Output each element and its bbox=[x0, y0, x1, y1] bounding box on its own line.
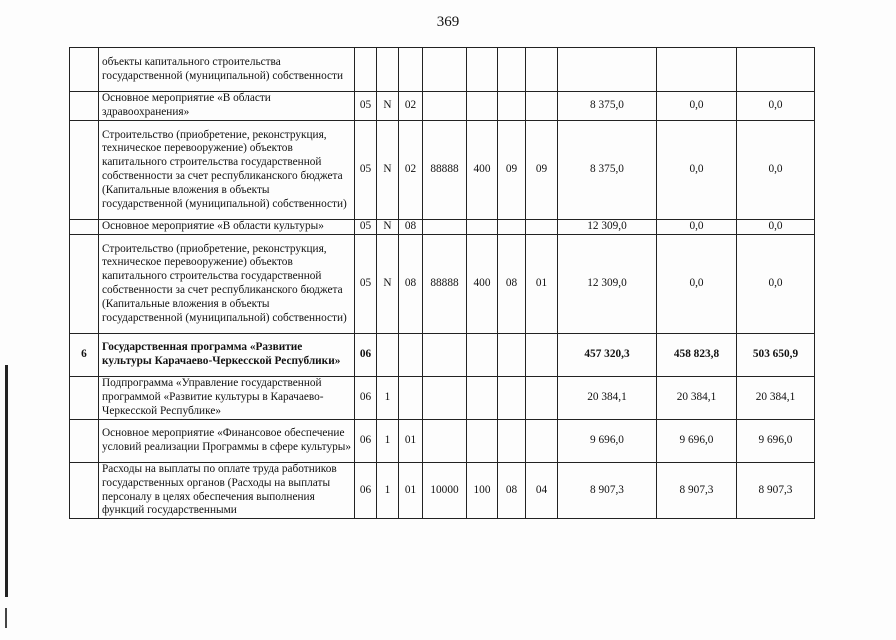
code-subprogram: 1 bbox=[377, 420, 399, 463]
row-number bbox=[70, 121, 99, 220]
code-activity: 02 bbox=[399, 92, 423, 121]
table-row bbox=[70, 420, 815, 463]
table-row bbox=[70, 48, 815, 92]
code-section bbox=[498, 48, 526, 92]
code-subprogram: N bbox=[377, 235, 399, 334]
amount-year-1: 8 375,0 bbox=[558, 121, 657, 220]
code-expense-type: 400 bbox=[467, 121, 498, 220]
amount-year-1: 12 309,0 bbox=[558, 220, 657, 235]
amount-year-1: 9 696,0 bbox=[558, 420, 657, 463]
amount-year-2: 0,0 bbox=[657, 121, 737, 220]
row-number bbox=[70, 420, 99, 463]
code-section: 08 bbox=[498, 463, 526, 519]
code-program: 05 bbox=[355, 92, 377, 121]
code-activity: 08 bbox=[399, 220, 423, 235]
code-section bbox=[498, 377, 526, 420]
amount-year-2 bbox=[657, 48, 737, 92]
row-name: Расходы на выплаты по оплате труда работников государственных органов (Расходы на выплаты персоналу в целях обеспечения выполнения функций государственными bbox=[99, 463, 355, 519]
code-subprogram: N bbox=[377, 220, 399, 235]
code-program: 05 bbox=[355, 121, 377, 220]
row-name: Государственная программа «Развитие культуры Карачаево-Черкесской Республики» bbox=[99, 334, 355, 377]
row-number bbox=[70, 48, 99, 92]
row-number: 6 bbox=[70, 334, 99, 377]
code-subprogram: 1 bbox=[377, 377, 399, 420]
amount-year-1 bbox=[558, 48, 657, 92]
code-expense-type: 100 bbox=[467, 463, 498, 519]
table-row bbox=[70, 121, 815, 220]
code-program: 05 bbox=[355, 220, 377, 235]
amount-year-2: 458 823,8 bbox=[657, 334, 737, 377]
code-activity: 02 bbox=[399, 121, 423, 220]
table-row bbox=[70, 235, 815, 334]
code-subsection bbox=[526, 48, 558, 92]
code-subsection bbox=[526, 420, 558, 463]
code-subprogram bbox=[377, 48, 399, 92]
code-program: 06 bbox=[355, 420, 377, 463]
table-row bbox=[70, 92, 815, 121]
code-program: 06 bbox=[355, 377, 377, 420]
code-section bbox=[498, 92, 526, 121]
code-subsection bbox=[526, 377, 558, 420]
row-name: Строительство (приобретение, реконструкция, техническое перевооружение) объектов капитального строительства государственной собственности за счет республиканского бюджета (Капитальные вложения в объекты государственной (муниципальной) собственности) bbox=[99, 121, 355, 220]
code-direction bbox=[423, 92, 467, 121]
amount-year-1: 8 907,3 bbox=[558, 463, 657, 519]
code-expense-type bbox=[467, 334, 498, 377]
row-name: Строительство (приобретение, реконструкция, техническое перевооружение) объектов капитального строительства государственной собственности за счет республиканского бюджета (Капитальные вложения в объекты государственной (муниципальной) собственности) bbox=[99, 235, 355, 334]
amount-year-1: 8 375,0 bbox=[558, 92, 657, 121]
row-name: Основное мероприятие «В области культуры» bbox=[99, 220, 355, 235]
row-number bbox=[70, 463, 99, 519]
code-activity: 01 bbox=[399, 420, 423, 463]
code-activity bbox=[399, 377, 423, 420]
amount-year-1: 12 309,0 bbox=[558, 235, 657, 334]
code-subsection bbox=[526, 220, 558, 235]
scan-margin-mark-lower bbox=[5, 608, 7, 628]
amount-year-1: 20 384,1 bbox=[558, 377, 657, 420]
code-activity: 01 bbox=[399, 463, 423, 519]
row-name: Подпрограмма «Управление государственной программой «Развитие культуры в Карачаево-Черкесской Республике» bbox=[99, 377, 355, 420]
amount-year-3: 503 650,9 bbox=[737, 334, 815, 377]
amount-year-3: 0,0 bbox=[737, 235, 815, 334]
code-section: 09 bbox=[498, 121, 526, 220]
code-expense-type: 400 bbox=[467, 235, 498, 334]
code-activity: 08 bbox=[399, 235, 423, 334]
code-subsection bbox=[526, 92, 558, 121]
amount-year-2: 20 384,1 bbox=[657, 377, 737, 420]
code-direction bbox=[423, 334, 467, 377]
code-subsection: 09 bbox=[526, 121, 558, 220]
row-name: Основное мероприятие «В области здравоохранения» bbox=[99, 92, 355, 121]
row-number bbox=[70, 220, 99, 235]
row-number bbox=[70, 235, 99, 334]
table-row bbox=[70, 463, 815, 519]
amount-year-3: 0,0 bbox=[737, 92, 815, 121]
table-row-program bbox=[70, 334, 815, 377]
code-direction bbox=[423, 377, 467, 420]
code-program: 06 bbox=[355, 463, 377, 519]
code-subsection: 01 bbox=[526, 235, 558, 334]
code-direction bbox=[423, 48, 467, 92]
page-number: 369 bbox=[436, 14, 460, 30]
table-row bbox=[70, 220, 815, 235]
code-expense-type bbox=[467, 48, 498, 92]
amount-year-3 bbox=[737, 48, 815, 92]
amount-year-3: 20 384,1 bbox=[737, 377, 815, 420]
amount-year-3: 8 907,3 bbox=[737, 463, 815, 519]
scan-margin-mark bbox=[5, 365, 8, 597]
code-section bbox=[498, 334, 526, 377]
code-subprogram: 1 bbox=[377, 463, 399, 519]
code-activity bbox=[399, 334, 423, 377]
code-direction: 10000 bbox=[423, 463, 467, 519]
code-program bbox=[355, 48, 377, 92]
code-subprogram: N bbox=[377, 92, 399, 121]
code-direction: 88888 bbox=[423, 235, 467, 334]
code-direction bbox=[423, 220, 467, 235]
code-subsection bbox=[526, 334, 558, 377]
amount-year-2: 0,0 bbox=[657, 235, 737, 334]
amount-year-2: 9 696,0 bbox=[657, 420, 737, 463]
amount-year-1: 457 320,3 bbox=[558, 334, 657, 377]
row-name: объекты капитального строительства государственной (муниципальной) собственности bbox=[99, 48, 355, 92]
code-program: 05 bbox=[355, 235, 377, 334]
code-section bbox=[498, 220, 526, 235]
amount-year-3: 0,0 bbox=[737, 121, 815, 220]
row-number bbox=[70, 92, 99, 121]
amount-year-2: 8 907,3 bbox=[657, 463, 737, 519]
code-expense-type bbox=[467, 377, 498, 420]
code-direction: 88888 bbox=[423, 121, 467, 220]
amount-year-3: 9 696,0 bbox=[737, 420, 815, 463]
code-expense-type bbox=[467, 420, 498, 463]
amount-year-2: 0,0 bbox=[657, 92, 737, 121]
code-subprogram bbox=[377, 334, 399, 377]
budget-table bbox=[69, 47, 815, 519]
amount-year-2: 0,0 bbox=[657, 220, 737, 235]
code-subsection: 04 bbox=[526, 463, 558, 519]
code-direction bbox=[423, 420, 467, 463]
row-number bbox=[70, 377, 99, 420]
code-program: 06 bbox=[355, 334, 377, 377]
code-section: 08 bbox=[498, 235, 526, 334]
amount-year-3: 0,0 bbox=[737, 220, 815, 235]
code-activity bbox=[399, 48, 423, 92]
code-expense-type bbox=[467, 92, 498, 121]
code-expense-type bbox=[467, 220, 498, 235]
table-row bbox=[70, 377, 815, 420]
code-section bbox=[498, 420, 526, 463]
code-subprogram: N bbox=[377, 121, 399, 220]
row-name: Основное мероприятие «Финансовое обеспечение условий реализации Программы в сфере культуры» bbox=[99, 420, 355, 463]
